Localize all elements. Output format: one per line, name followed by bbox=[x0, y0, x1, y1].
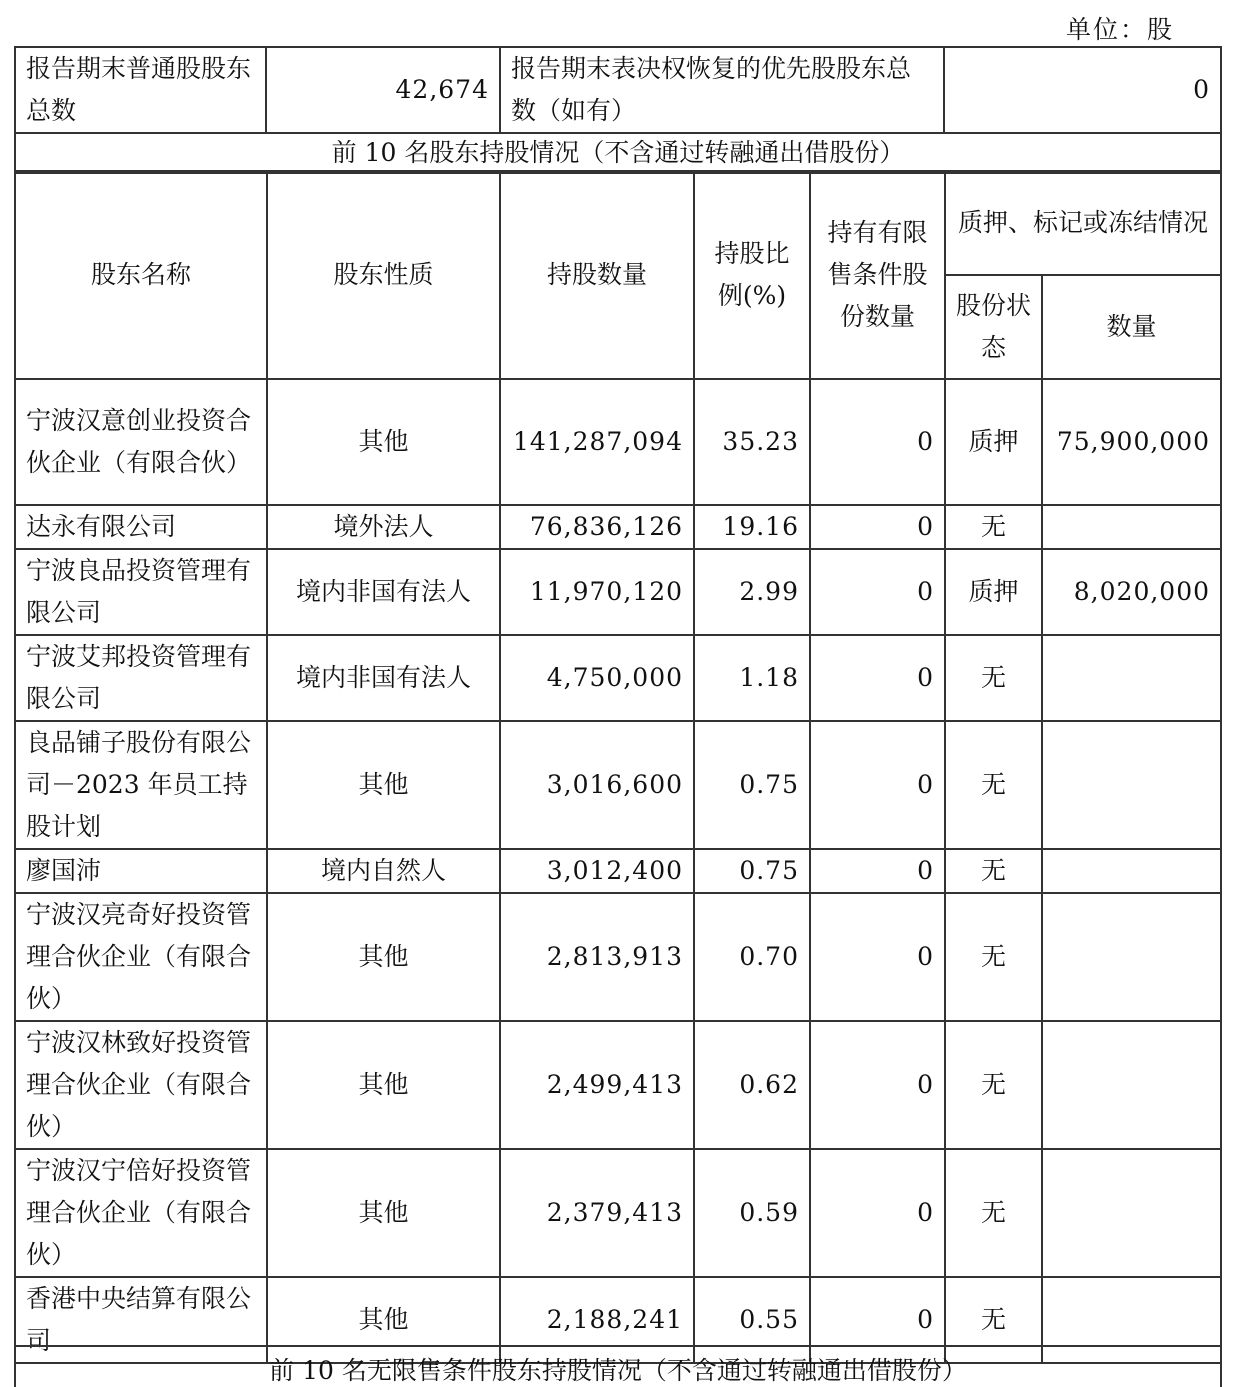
pledge-status: 无 bbox=[945, 635, 1042, 721]
shareholder-nature: 其他 bbox=[267, 721, 500, 849]
pledge-status: 无 bbox=[945, 1277, 1042, 1363]
shareholder-name: 香港中央结算有限公司 bbox=[15, 1277, 267, 1363]
pledge-status: 质押 bbox=[945, 549, 1042, 635]
top10-title: 前 10 名股东持股情况（不含通过转融通出借股份） bbox=[15, 133, 1221, 173]
shareholder-nature: 其他 bbox=[267, 1021, 500, 1149]
table-row bbox=[15, 635, 1221, 721]
shareholder-name: 宁波汉亮奇好投资管理合伙企业（有限合伙） bbox=[15, 893, 267, 1021]
share-ratio: 0.55 bbox=[694, 1277, 810, 1363]
pledged-quantity bbox=[1042, 505, 1221, 549]
shareholder-nature: 境外法人 bbox=[267, 505, 500, 549]
pledged-quantity bbox=[1042, 893, 1221, 1021]
pledged-quantity: 75,900,000 bbox=[1042, 379, 1221, 505]
pledge-status: 无 bbox=[945, 849, 1042, 893]
pledged-quantity bbox=[1042, 635, 1221, 721]
pledged-quantity bbox=[1042, 1149, 1221, 1277]
restricted-shares: 0 bbox=[810, 505, 945, 549]
share-quantity: 11,970,120 bbox=[500, 549, 694, 635]
restricted-shares: 0 bbox=[810, 721, 945, 849]
shareholder-name: 宁波艾邦投资管理有限公司 bbox=[15, 635, 267, 721]
shareholder-name: 宁波良品投资管理有限公司 bbox=[15, 549, 267, 635]
share-quantity: 2,188,241 bbox=[500, 1277, 694, 1363]
header-pledge-group: 质押、标记或冻结情况 bbox=[945, 171, 1221, 275]
header-ratio: 持股比例(%) bbox=[694, 171, 810, 379]
table-row bbox=[15, 849, 1221, 893]
restricted-shares: 0 bbox=[810, 849, 945, 893]
share-quantity: 4,750,000 bbox=[500, 635, 694, 721]
share-ratio: 35.23 bbox=[694, 379, 810, 505]
restricted-shares: 0 bbox=[810, 379, 945, 505]
summary-row bbox=[15, 47, 1221, 133]
table-row bbox=[15, 1021, 1221, 1149]
shareholder-nature: 其他 bbox=[267, 1277, 500, 1363]
restricted-shares: 0 bbox=[810, 1149, 945, 1277]
shareholder-nature: 境内非国有法人 bbox=[267, 635, 500, 721]
pledged-quantity: 8,020,000 bbox=[1042, 549, 1221, 635]
header-restricted: 持有有限售条件股份数量 bbox=[810, 171, 945, 379]
header-nature: 股东性质 bbox=[267, 171, 500, 379]
header-name: 股东名称 bbox=[15, 171, 267, 379]
share-ratio: 1.18 bbox=[694, 635, 810, 721]
table-row bbox=[15, 505, 1221, 549]
share-ratio: 0.75 bbox=[694, 721, 810, 849]
preferred-holders-value: 0 bbox=[944, 47, 1221, 133]
table-row bbox=[15, 1149, 1221, 1277]
shareholder-rows bbox=[15, 379, 1221, 1363]
share-ratio: 2.99 bbox=[694, 549, 810, 635]
next-section-title-row bbox=[14, 1345, 1222, 1387]
shareholder-name: 廖国沛 bbox=[15, 849, 267, 893]
shareholder-nature: 境内非国有法人 bbox=[267, 549, 500, 635]
shareholder-nature: 境内自然人 bbox=[267, 849, 500, 893]
share-quantity: 76,836,126 bbox=[500, 505, 694, 549]
share-quantity: 3,016,600 bbox=[500, 721, 694, 849]
restricted-shares: 0 bbox=[810, 1277, 945, 1363]
shareholder-nature: 其他 bbox=[267, 1149, 500, 1277]
shareholder-name: 达永有限公司 bbox=[15, 505, 267, 549]
shareholder-name: 良品铺子股份有限公司－2023 年员工持股计划 bbox=[15, 721, 267, 849]
table-row bbox=[15, 721, 1221, 849]
restricted-shares: 0 bbox=[810, 549, 945, 635]
share-ratio: 0.75 bbox=[694, 849, 810, 893]
table-row bbox=[15, 379, 1221, 505]
shareholder-nature: 其他 bbox=[267, 893, 500, 1021]
shareholder-name: 宁波汉意创业投资合伙企业（有限合伙） bbox=[15, 379, 267, 505]
preferred-holders-label: 报告期末表决权恢复的优先股股东总数（如有） bbox=[500, 47, 944, 133]
share-ratio: 19.16 bbox=[694, 505, 810, 549]
share-quantity: 141,287,094 bbox=[500, 379, 694, 505]
pledge-status: 无 bbox=[945, 1149, 1042, 1277]
common-holders-label: 报告期末普通股股东总数 bbox=[15, 47, 266, 133]
share-quantity: 2,379,413 bbox=[500, 1149, 694, 1277]
share-quantity: 3,012,400 bbox=[500, 849, 694, 893]
shareholder-name: 宁波汉林致好投资管理合伙企业（有限合伙） bbox=[15, 1021, 267, 1149]
header-row bbox=[15, 171, 1221, 275]
restricted-shares: 0 bbox=[810, 893, 945, 1021]
restricted-shares: 0 bbox=[810, 1021, 945, 1149]
pledged-quantity bbox=[1042, 849, 1221, 893]
shareholders-table bbox=[14, 170, 1222, 1364]
top10-title-row bbox=[15, 133, 1221, 173]
pledge-status: 无 bbox=[945, 1021, 1042, 1149]
pledged-quantity bbox=[1042, 1021, 1221, 1149]
restricted-shares: 0 bbox=[810, 635, 945, 721]
header-pledge-quantity: 数量 bbox=[1042, 275, 1221, 379]
pledge-status: 无 bbox=[945, 893, 1042, 1021]
table-row bbox=[15, 549, 1221, 635]
share-ratio: 0.59 bbox=[694, 1149, 810, 1277]
table-row bbox=[15, 893, 1221, 1021]
share-quantity: 2,499,413 bbox=[500, 1021, 694, 1149]
shareholder-nature: 其他 bbox=[267, 379, 500, 505]
share-quantity: 2,813,913 bbox=[500, 893, 694, 1021]
share-ratio: 0.62 bbox=[694, 1021, 810, 1149]
pledge-status: 质押 bbox=[945, 379, 1042, 505]
pledge-status: 无 bbox=[945, 721, 1042, 849]
share-ratio: 0.70 bbox=[694, 893, 810, 1021]
pledged-quantity bbox=[1042, 721, 1221, 849]
summary-table bbox=[14, 46, 1222, 174]
common-holders-value: 42,674 bbox=[266, 47, 500, 133]
header-pledge-status: 股份状态 bbox=[945, 275, 1042, 379]
shareholder-name: 宁波汉宁倍好投资管理合伙企业（有限合伙） bbox=[15, 1149, 267, 1277]
header-quantity: 持股数量 bbox=[500, 171, 694, 379]
next-section-title: 前 10 名无限售条件股东持股情况（不含通过转融通出借股份） bbox=[269, 1356, 967, 1385]
unit-label: 单位：股 bbox=[1066, 15, 1175, 44]
pledge-status: 无 bbox=[945, 505, 1042, 549]
